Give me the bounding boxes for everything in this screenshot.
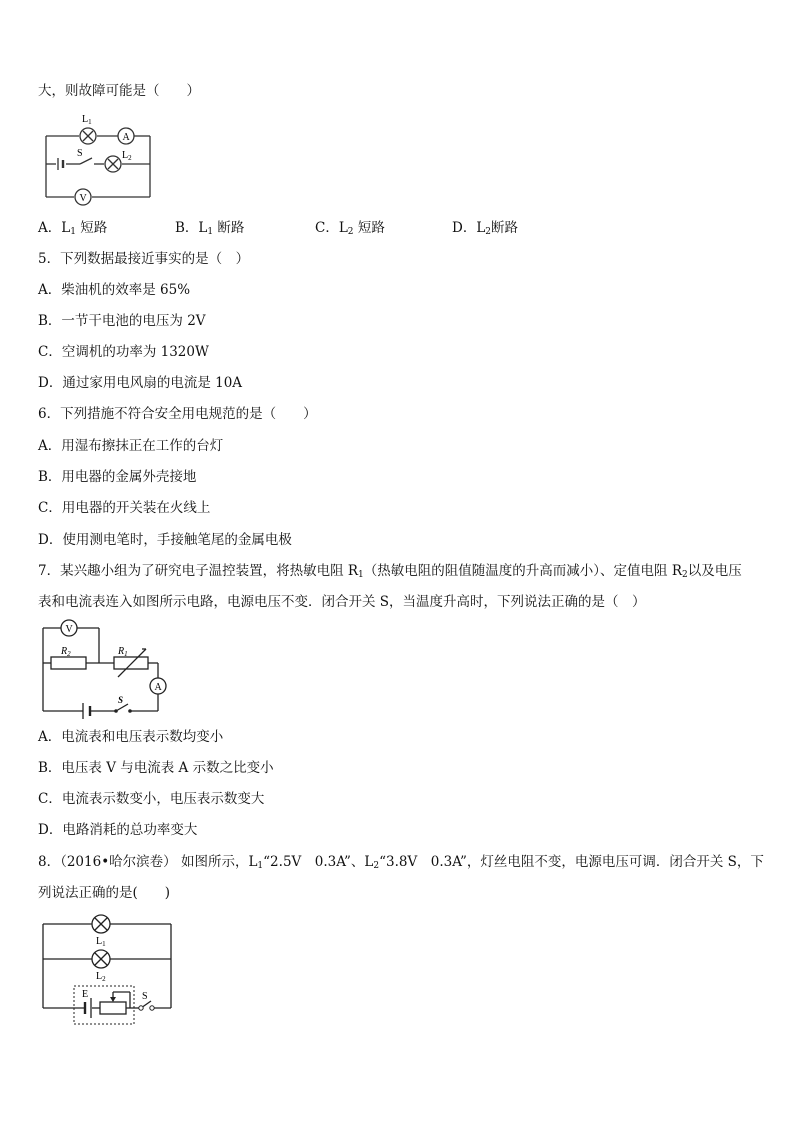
q6-option-b[interactable]: B．用电器的金属外壳接地 [38,469,197,485]
q7-option-d[interactable]: D．电路消耗的总功率变大 [38,822,198,838]
q8-label-e: E [82,989,89,1000]
q8-circuit-figure [38,908,178,1033]
q4-ammeter-label: A [122,132,130,143]
q7-voltmeter-label: V [65,624,73,635]
q4-option-b[interactable]: B．$L_1$ 断路 [175,220,245,237]
q5-option-c[interactable]: C．空调机的功率为 1320W [38,344,209,360]
q6-stem: 6．下列措施不符合安全用电规范的是（ ） [38,406,317,422]
q5-option-d[interactable]: D．通过家用电风扇的电流是 10A [38,375,243,391]
q8-stem-line2: 列说法正确的是( ) [38,885,171,901]
q6-option-a[interactable]: A．用湿布擦抹正在工作的台灯 [38,438,224,454]
q8-stem-line1: 8．（2016•哈尔滨卷） 如图所示，$L_1“2.5V$ 0.3A”、$L_2“3.8V$ 0.3A”，灯丝电阻不变，电源电压可调．闭合开关 S，下 [38,854,764,871]
q7-option-c[interactable]: C．电流表示数变小，电压表示数变大 [38,791,265,807]
q6-option-c[interactable]: C．用电器的开关装在火线上 [38,500,211,516]
q7-stem-line2: 表和电流表连入如图所示电路，电源电压不变．闭合开关 S，当温度升高时，下列说法正确的是（ ） [38,594,646,610]
q4-option-d[interactable]: D．$L_2$断路 [452,220,519,237]
q7-label-r2: $R_2$ [61,646,71,658]
q4-label-l2: $L_2$ [122,150,132,162]
q8-label-l1: $L_1$ [96,936,106,948]
q4-option-c[interactable]: C．$L_2$ 短路 [315,220,385,237]
q4-label-s: S [77,148,83,159]
q8-label-s: S [142,991,148,1002]
q5-stem: 5．下列数据最接近事实的是（ ） [38,251,250,267]
q4-circuit-figure [40,110,160,210]
q7-circuit-figure [38,617,178,722]
q7-option-a[interactable]: A．电流表和电压表示数均变小 [38,729,224,745]
q4-option-a[interactable]: A．$L_1$ 短路 [38,220,108,237]
q7-ammeter-label: A [154,682,162,693]
q7-option-b[interactable]: B．电压表 V 与电流表 A 示数之比变小 [38,760,274,776]
q4-voltmeter-label: V [79,193,87,204]
q8-label-l2: $L_2$ [96,971,106,983]
q7-stem-line1: 7．某兴趣小组为了研究电子温控装置，将热敏电阻 $R_1$（热敏电阻的阻值随温度的升高而减小）、定值电阻 $R_2$以及电压 [38,563,742,580]
q5-option-b[interactable]: B．一节干电池的电压为 2V [38,313,206,329]
q4-stem-tail: 大，则故障可能是（ ） [38,83,200,99]
q5-option-a[interactable]: A．柴油机的效率是 65% [38,282,191,298]
q6-option-d[interactable]: D．使用测电笔时，手接触笔尾的金属电极 [38,532,292,548]
q7-label-s: S [118,695,124,705]
q7-label-r1: $R_1$ [118,646,128,658]
q4-label-l1: $L_1$ [82,114,92,126]
